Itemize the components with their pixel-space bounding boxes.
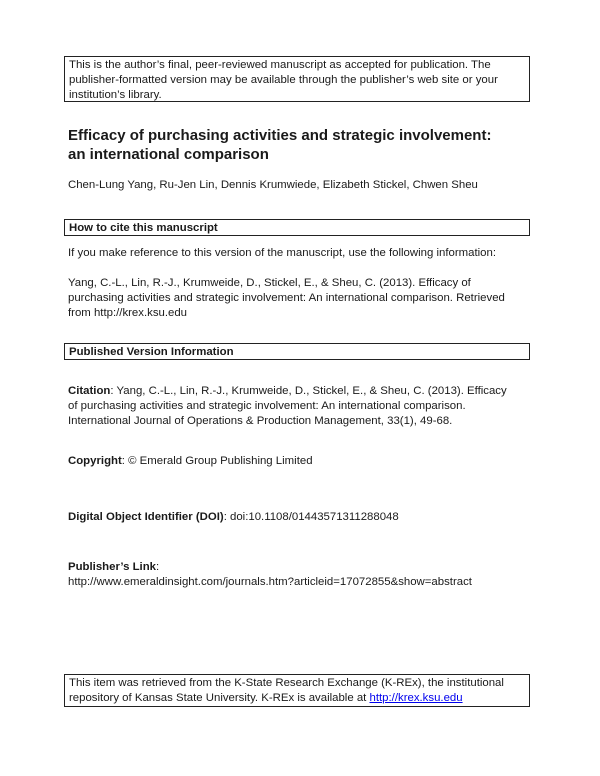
- copyright-line: [68, 454, 530, 469]
- citation-label: Citation: [68, 385, 111, 397]
- cite-reference-line-2: purchasing activities and strategic involvement: An international comparison. Retrieved: [68, 292, 505, 304]
- publisher-link-url[interactable]: http://www.emeraldinsight.com/journals.htm?articleid=17072855&show=abstract: [68, 576, 472, 588]
- footer-line-2: [69, 691, 525, 706]
- citation-line-1: [68, 384, 530, 399]
- publisher-link-block: [68, 560, 530, 590]
- publisher-link-label: Publisher’s Link: [68, 561, 156, 573]
- cite-intro: If you make reference to this version of the manuscript, use the following information:: [68, 247, 496, 259]
- published-version-heading-text: Published Version Information: [69, 346, 234, 358]
- cite-reference-line-1: Yang, C.-L., Lin, R.-J., Krumweide, D., Stickel, E., & Sheu, C. (2013). Efficacy of: [68, 277, 471, 289]
- cite-reference: [68, 276, 530, 321]
- footer-line-1: This item was retrieved from the K-State Research Exchange (K-REx), the institutional: [69, 677, 504, 689]
- footer-line-2-text: repository of Kansas State University. K-REx is available at: [69, 692, 370, 704]
- published-version-heading: [64, 343, 530, 360]
- citation-line-2: of purchasing activities and strategic involvement: An international comparison.: [68, 400, 466, 412]
- document-title: [68, 126, 538, 164]
- copyright-label: Copyright: [68, 455, 122, 467]
- author-manuscript-notice: [64, 56, 530, 102]
- publisher-link-colon: :: [155, 561, 160, 573]
- how-to-cite-heading: [64, 219, 530, 236]
- notice-line-3: institution’s library.: [69, 89, 162, 101]
- notice-line-2: publisher-formatted version may be available through the publisher’s web site or your: [69, 74, 498, 86]
- title-line-2: an international comparison: [68, 146, 269, 163]
- doi-line: [68, 510, 530, 525]
- title-line-1: Efficacy of purchasing activities and strategic involvement:: [68, 127, 492, 144]
- cite-reference-line-3: from http://krex.ksu.edu: [68, 307, 188, 319]
- citation-block: [68, 384, 530, 429]
- doi-value: : doi:10.1108/01443571311288048: [223, 511, 399, 523]
- notice-line-1: This is the author’s final, peer-reviewed manuscript as accepted for publication. The: [69, 59, 491, 71]
- copyright-value: : © Emerald Group Publishing Limited: [121, 455, 313, 467]
- doi-label: Digital Object Identifier (DOI): [68, 511, 224, 523]
- citation-line-3: International Journal of Operations & Production Management, 33(1), 49-68.: [68, 415, 453, 427]
- krex-link[interactable]: http://krex.ksu.edu: [369, 692, 463, 704]
- krex-footer-notice: [64, 674, 530, 707]
- citation-text-1: : Yang, C.-L., Lin, R.-J., Krumweide, D., Stickel, E., & Sheu, C. (2013). Efficacy: [110, 385, 507, 397]
- how-to-cite-heading-text: How to cite this manuscript: [69, 222, 218, 234]
- author-list: Chen-Lung Yang, Ru-Jen Lin, Dennis Krumwiede, Elizabeth Stickel, Chwen Sheu: [68, 179, 478, 191]
- publisher-link-label-line: [68, 560, 530, 575]
